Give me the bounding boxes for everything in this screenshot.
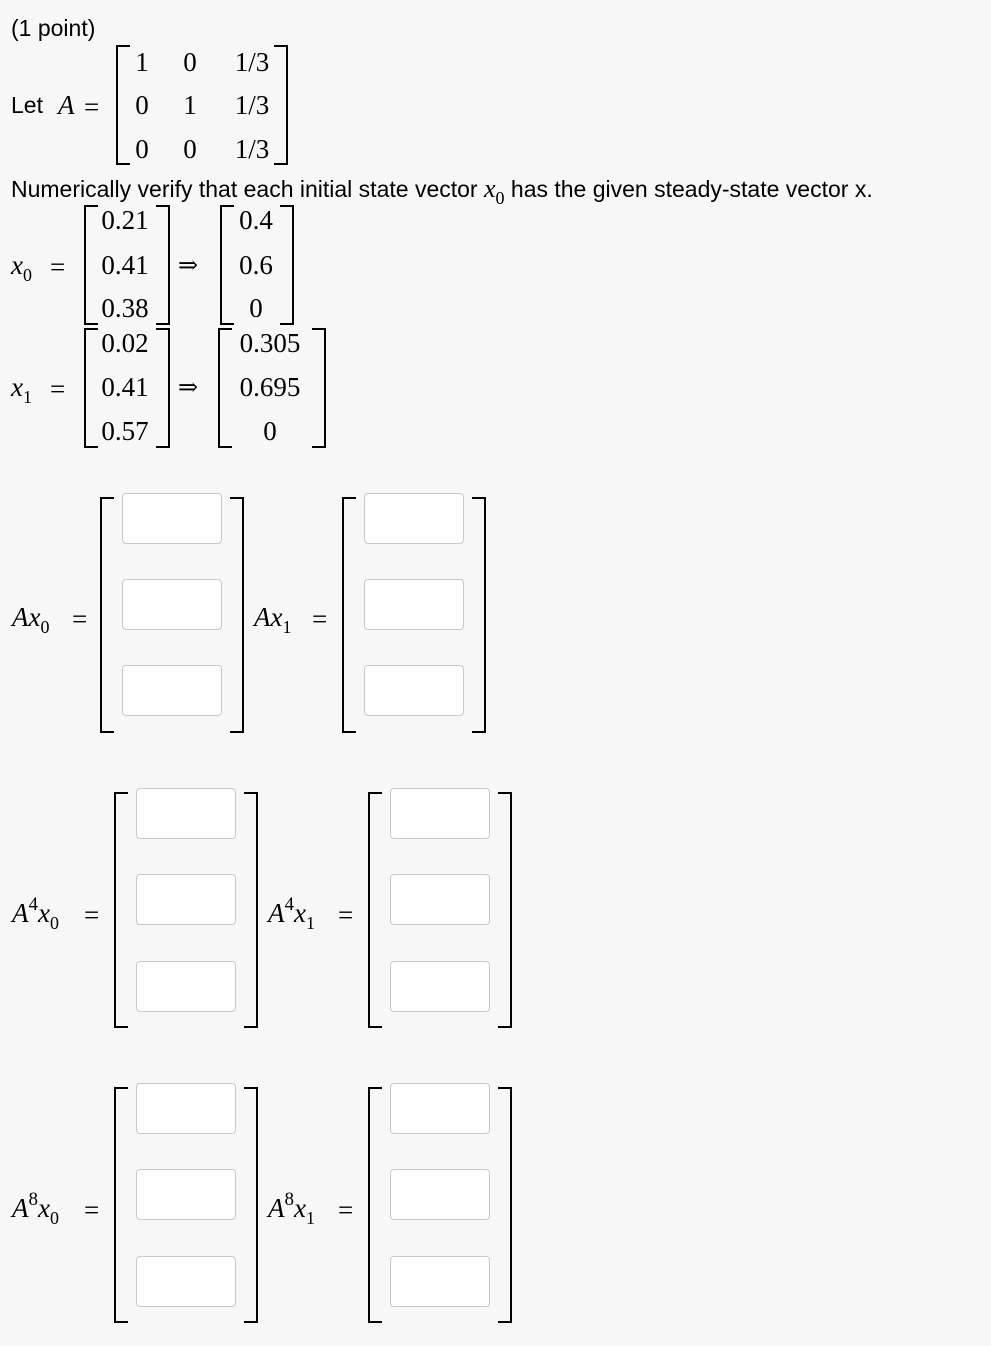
a4x1-row2-input[interactable] bbox=[390, 874, 490, 925]
ax0-row1-input[interactable] bbox=[122, 493, 222, 544]
matrix-cell: 1 bbox=[135, 47, 149, 77]
ax0-row2-input[interactable] bbox=[122, 579, 222, 630]
ax0-label: $Ax_0$ bbox=[12, 602, 50, 637]
equals-sign: = bbox=[72, 604, 88, 634]
instruction-var: $x_0$ bbox=[483, 174, 505, 208]
left-bracket bbox=[114, 792, 128, 1028]
matrix-cell: 1 bbox=[183, 90, 197, 120]
vector-cell: 0.41 bbox=[101, 372, 149, 402]
ax0-row3-input[interactable] bbox=[122, 665, 222, 716]
right-bracket bbox=[312, 328, 326, 448]
vector-cell: 0.6 bbox=[239, 250, 273, 280]
matrix-cell: 1/3 bbox=[234, 47, 270, 77]
implies-arrow-icon: ⇒ bbox=[178, 253, 199, 279]
matrix-cell: 0 bbox=[135, 134, 149, 164]
vector-cell: 0.21 bbox=[101, 205, 149, 235]
a4x0-row3-input[interactable] bbox=[136, 961, 236, 1012]
a4x0-row1-input[interactable] bbox=[136, 788, 236, 839]
right-bracket bbox=[156, 328, 170, 448]
right-bracket bbox=[244, 1087, 258, 1323]
equals-sign: = bbox=[84, 1195, 100, 1225]
x1-label: $x_1$ bbox=[11, 372, 32, 407]
a8x1-label: $A^8x_1$ bbox=[268, 1189, 315, 1228]
vector-cell: 0.38 bbox=[101, 293, 149, 323]
a8x0-label: $A^8x_0$ bbox=[12, 1189, 59, 1228]
left-bracket bbox=[342, 497, 356, 733]
equals-sign: = bbox=[338, 1195, 354, 1225]
a8x1-row2-input[interactable] bbox=[390, 1169, 490, 1220]
a8x0-row1-input[interactable] bbox=[136, 1083, 236, 1134]
a8x0-row2-input[interactable] bbox=[136, 1169, 236, 1220]
matrix-cell: 0 bbox=[135, 90, 149, 120]
equals-sign: = bbox=[312, 604, 328, 634]
vector-cell: 0.02 bbox=[101, 328, 149, 358]
left-bracket bbox=[100, 497, 114, 733]
vector-cell: 0.4 bbox=[239, 205, 273, 235]
matrix-cell: 0 bbox=[183, 47, 197, 77]
points-label: (1 point) bbox=[11, 15, 96, 41]
equals-sign: = bbox=[50, 374, 66, 404]
vector-cell: 0.41 bbox=[101, 250, 149, 280]
x0-label: $x_0$ bbox=[11, 250, 32, 285]
a4x0-row2-input[interactable] bbox=[136, 874, 236, 925]
let-label: Let bbox=[11, 92, 43, 118]
vector-cell: 0 bbox=[249, 293, 263, 323]
right-bracket bbox=[244, 792, 258, 1028]
right-bracket bbox=[472, 497, 486, 733]
equals-sign: = bbox=[84, 900, 100, 930]
ax1-label: $Ax_1$ bbox=[254, 602, 292, 637]
left-bracket bbox=[368, 1087, 382, 1323]
instruction-text: Numerically verify that each initial state vector $x_0$ has the given steady-state vector x. bbox=[11, 174, 873, 208]
a8x0-row3-input[interactable] bbox=[136, 1256, 236, 1307]
vector-cell: 0.57 bbox=[101, 416, 149, 446]
matrix-cell: 1/3 bbox=[234, 134, 270, 164]
right-bracket bbox=[230, 497, 244, 733]
right-bracket bbox=[156, 205, 170, 325]
a4x1-row3-input[interactable] bbox=[390, 961, 490, 1012]
left-bracket bbox=[368, 792, 382, 1028]
left-bracket bbox=[114, 1087, 128, 1323]
right-bracket bbox=[498, 1087, 512, 1323]
matrix-cell: 1/3 bbox=[234, 90, 270, 120]
a8x1-row3-input[interactable] bbox=[390, 1256, 490, 1307]
implies-arrow-icon: ⇒ bbox=[178, 375, 199, 401]
matrix-cell: 0 bbox=[183, 134, 197, 164]
a4x0-label: $A^4x_0$ bbox=[12, 894, 59, 933]
ax1-row3-input[interactable] bbox=[364, 665, 464, 716]
equals-sign: = bbox=[84, 92, 100, 122]
equals-sign: = bbox=[338, 900, 354, 930]
equals-sign: = bbox=[50, 252, 66, 282]
matrix-name: A bbox=[58, 90, 75, 120]
a8x1-row1-input[interactable] bbox=[390, 1083, 490, 1134]
vector-cell: 0.305 bbox=[239, 328, 301, 358]
a4x1-label: $A^4x_1$ bbox=[268, 894, 315, 933]
ax1-row1-input[interactable] bbox=[364, 493, 464, 544]
ax1-row2-input[interactable] bbox=[364, 579, 464, 630]
a4x1-row1-input[interactable] bbox=[390, 788, 490, 839]
vector-cell: 0.695 bbox=[239, 372, 301, 402]
right-bracket bbox=[498, 792, 512, 1028]
vector-cell: 0 bbox=[263, 416, 277, 446]
